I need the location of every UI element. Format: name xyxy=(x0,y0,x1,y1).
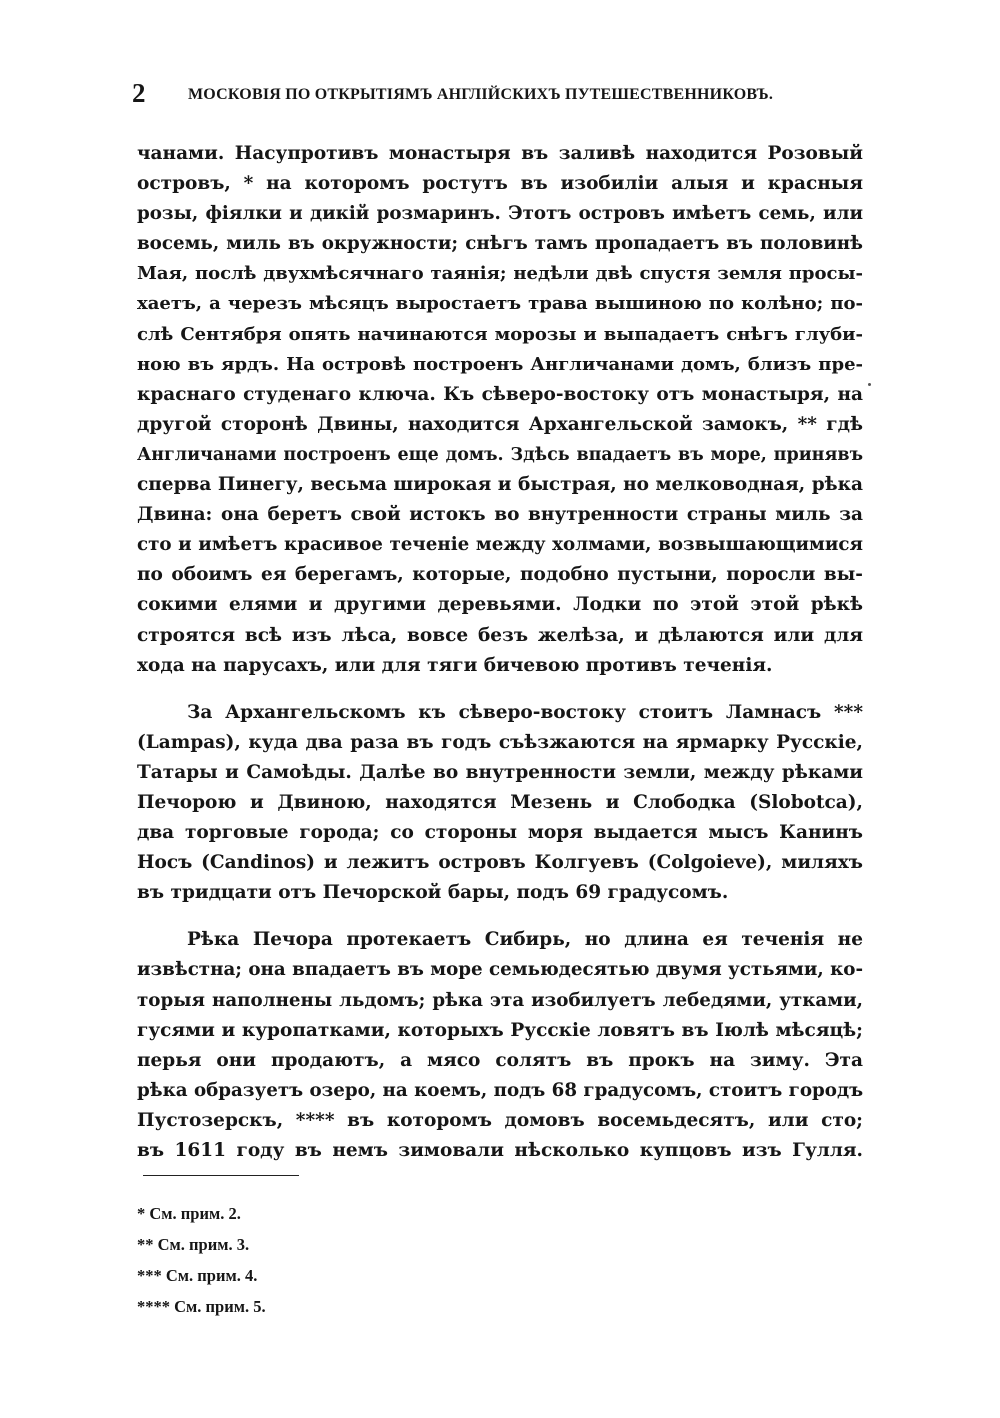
text-line: извѣстна; она впадаетъ въ море семьюдесятью двумя устьями, ко- xyxy=(137,959,864,981)
paragraph-gap xyxy=(137,681,863,698)
text-line: Печорою и Двиною, находятся Мезень и Слободка (Slobotca), xyxy=(137,791,863,813)
text-line: Мая, послѣ двухмѣсячнаго таянія; недѣли двѣ спустя земля просы- xyxy=(137,263,863,285)
text-line: по обоимъ ея берегамъ, которые, подобно пустыни, поросли вы- xyxy=(137,564,863,586)
print-speck xyxy=(868,383,871,386)
running-head: МОСКОВІЯ ПО ОТКРЫТІЯМЪ АНГЛІЙСКИХЪ ПУТЕШЕСТВЕННИКОВЪ. xyxy=(188,86,774,103)
text-line: сто и имѣетъ красивое теченіе между холмами, возвышающимися xyxy=(137,534,863,556)
text-line: розы, фіялки и дикій розмаринъ. Этотъ островъ имѣетъ семь, или xyxy=(137,203,863,225)
text-line: Татары и Самоѣды. Далѣе во внутренности земли, между рѣками xyxy=(137,761,863,783)
text-line: Пустозерскъ, **** въ которомъ домовъ восемьдесятъ, или сто; xyxy=(137,1109,863,1131)
page-header xyxy=(132,78,832,108)
text-line: два торговые города; со стороны моря выдается мысъ Канинъ xyxy=(137,822,863,844)
text-line: краснаго студенаго ключа. Къ сѣверо-востоку отъ монастыря, на xyxy=(137,383,863,405)
text-line: (Lampas), куда два раза въ годъ съѣзжаются на ярмарку Русскіе, xyxy=(137,731,863,753)
footnote-item: **** См. прим. 5. xyxy=(137,1297,266,1316)
text-line: сокими елями и другими деревьями. Лодки по этой этой рѣкѣ xyxy=(137,594,863,616)
text-line: чанами. Насупротивъ монастыря въ заливѣ находится Розовый xyxy=(137,143,863,164)
text-line: въ 1611 году въ немъ зимовали нѣсколько купцовъ изъ Гулля. xyxy=(137,1140,863,1161)
footnote-item: ** См. прим. 3. xyxy=(137,1235,250,1254)
footnote-item: *** См. прим. 4. xyxy=(137,1266,258,1285)
paragraph-gap xyxy=(137,908,863,925)
text-line: рѣка образуетъ озеро, на коемъ, подъ 68 градусомъ, стоитъ городъ xyxy=(137,1079,864,1101)
text-line: Рѣка Печора протекаетъ Сибирь, но длина ея теченія не xyxy=(187,929,863,951)
text-line: Носъ (Candinos) и лежитъ островъ Колгуевъ (Colgoieve), миляхъ xyxy=(137,852,863,874)
text-line: хаетъ, а черезъ мѣсяцъ выростаетъ трава вышиною по колѣно; по- xyxy=(137,293,863,315)
body-text xyxy=(137,139,863,1166)
text-line: въ тридцати отъ Печорской бары, подъ 69 градусомъ. xyxy=(137,882,729,904)
text-line: Двина: она беретъ свой истокъ во внутренности страны миль за xyxy=(137,504,863,526)
text-line: восемь, миль въ окружности; снѣгъ тамъ пропадаетъ въ половинѣ xyxy=(137,233,863,255)
text-line: хода на парусахъ, или для тяги бичевою противъ теченія. xyxy=(137,654,773,676)
text-line: островъ, * на которомъ ростутъ въ изобиліи алыя и красныя xyxy=(137,173,863,195)
page-number: 2 xyxy=(132,78,146,108)
text-line: Англичанами построенъ еще домъ. Здѣсь впадаетъ въ море, принявъ xyxy=(137,444,863,465)
footnote-rule xyxy=(143,1175,299,1176)
text-line: перья они продаютъ, а мясо солятъ въ прокъ на зиму. Эта xyxy=(137,1049,863,1071)
text-line: сперва Пинегу, весьма широкая и быстрая, но мелководная, рѣка xyxy=(137,474,863,496)
footnotes xyxy=(137,1198,266,1322)
text-line: другой сторонѣ Двины, находится Архангельской замокъ, ** гдѣ xyxy=(137,413,863,435)
text-line: ною въ ярдъ. На островѣ построенъ Англичанами домъ, близъ пре- xyxy=(137,353,863,375)
text-line: За Архангельскомъ къ сѣверо-востоку стоитъ Ламнасъ *** xyxy=(187,701,863,723)
footnote-item: * См. прим. 2. xyxy=(137,1204,241,1223)
text-line: слѣ Сентября опять начинаются морозы и выпадаетъ снѣгъ глуби- xyxy=(137,323,863,345)
text-line: торыя наполнены льдомъ; рѣка эта изобилуетъ лебедями, утками, xyxy=(137,989,863,1011)
text-line: строятся всѣ изъ лѣса, вовсе безъ желѣза, и дѣлаются или для xyxy=(137,624,863,646)
text-line: гусями и куропатками, которыхъ Русскіе ловятъ въ Іюлѣ мѣсяцѣ; xyxy=(137,1019,863,1041)
